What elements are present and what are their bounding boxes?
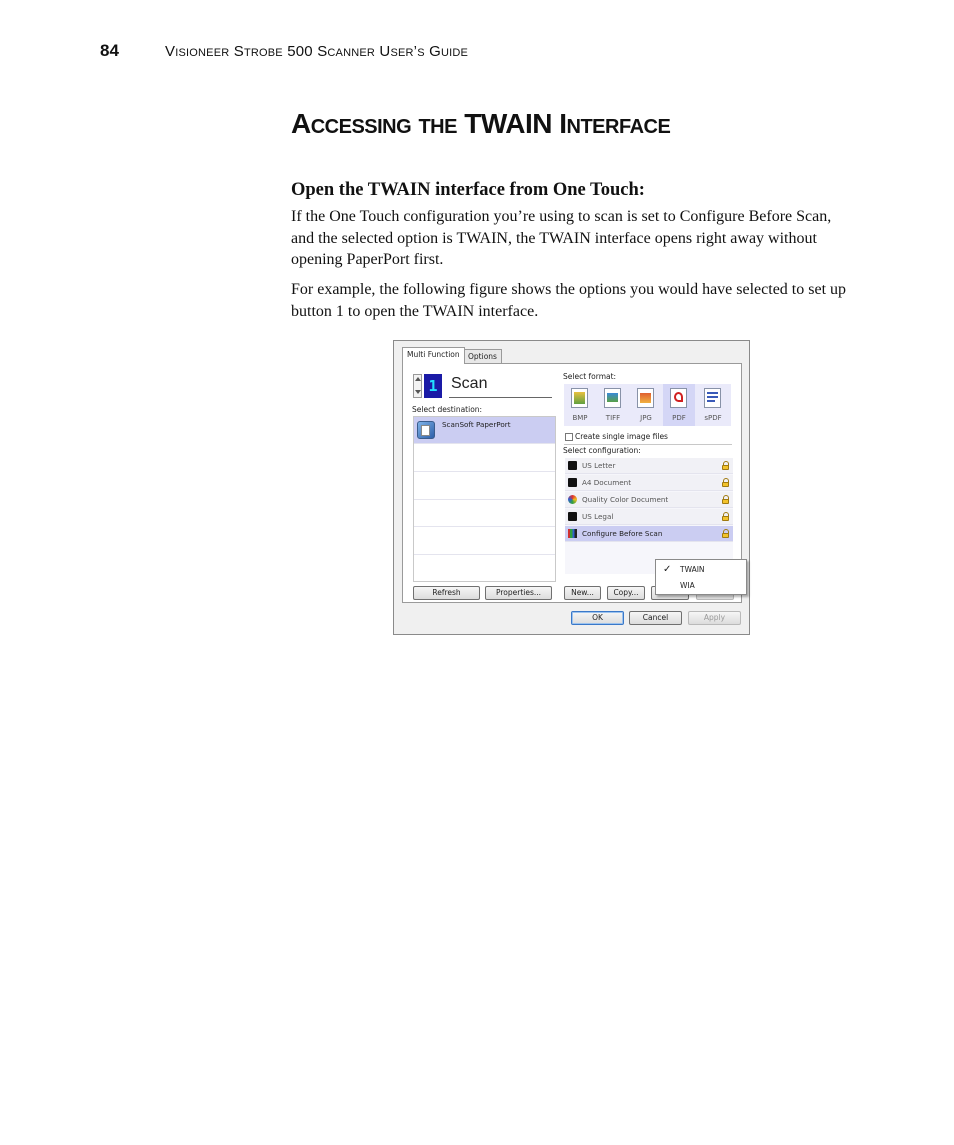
format-strip (564, 384, 731, 426)
spin-up-icon[interactable] (415, 377, 421, 381)
properties-button[interactable]: Properties... (485, 586, 552, 600)
new-button[interactable]: New... (564, 586, 601, 600)
lock-icon (722, 529, 729, 538)
single-image-label: Create single image files (575, 432, 668, 441)
configuration-context-menu (655, 559, 747, 595)
tab-multi-function[interactable]: Multi Function (402, 347, 465, 364)
button-name: Scan (451, 375, 488, 392)
lock-icon (722, 512, 729, 521)
list-item[interactable] (414, 444, 555, 472)
select-configuration-label: Select configuration: (563, 446, 641, 455)
menu-item-wia[interactable]: WIA (680, 581, 695, 590)
paragraph-2: For example, the following figure shows the options you would have selected to set up button 1 to open the TWAIN interface. (291, 281, 847, 320)
scanner-icon (568, 478, 577, 487)
divider (564, 444, 732, 445)
configuration-list[interactable] (565, 458, 733, 574)
ok-button[interactable]: OK (571, 611, 624, 625)
list-item[interactable]: A4 Document (565, 475, 733, 491)
spdf-icon (704, 388, 721, 408)
format-spdf[interactable]: sPDF (697, 384, 729, 426)
list-item[interactable] (414, 527, 555, 555)
format-tiff[interactable]: TIFF (597, 384, 629, 426)
section-title: Accessing the TWAIN Interface (291, 108, 671, 139)
scanner-icon (568, 461, 577, 470)
list-item[interactable] (414, 555, 555, 582)
subheading: Open the TWAIN interface from One Touch: (291, 180, 645, 200)
destination-list[interactable] (413, 416, 556, 582)
list-item[interactable]: US Letter (565, 458, 733, 474)
button-spinner[interactable] (413, 374, 422, 398)
list-item[interactable]: Configure Before Scan (565, 526, 733, 542)
select-format-label: Select format: (563, 372, 617, 381)
list-item[interactable] (414, 472, 555, 500)
spin-down-icon[interactable] (415, 390, 421, 394)
apply-button[interactable]: Apply (688, 611, 741, 625)
tab-options[interactable]: Options (463, 349, 502, 363)
menu-item-twain[interactable]: ✓ TWAIN (656, 562, 746, 578)
tiff-icon (604, 388, 621, 408)
running-header: Visioneer Strobe 500 Scanner User’s Guide (165, 43, 469, 60)
name-underline (449, 397, 552, 398)
single-image-checkbox[interactable] (565, 433, 573, 441)
format-bmp[interactable]: BMP (564, 384, 596, 426)
list-item[interactable]: US Legal (565, 509, 733, 525)
bmp-icon (571, 388, 588, 408)
list-item[interactable]: Quality Color Document (565, 492, 733, 508)
scanner-icon (568, 512, 577, 521)
jpg-icon (637, 388, 654, 408)
destination-label: ScanSoft PaperPort (442, 420, 511, 429)
lock-icon (722, 478, 729, 487)
format-jpg[interactable]: JPG (630, 384, 662, 426)
cancel-button[interactable]: Cancel (629, 611, 682, 625)
configure-icon (568, 529, 577, 538)
lock-icon (722, 495, 729, 504)
copy-button[interactable]: Copy... (607, 586, 645, 600)
select-destination-label: Select destination: (412, 405, 483, 414)
checkmark-icon: ✓ (663, 564, 672, 575)
tab-panel (402, 363, 742, 603)
refresh-button[interactable]: Refresh (413, 586, 480, 600)
one-touch-properties-dialog (393, 340, 750, 635)
paperport-icon (417, 421, 435, 439)
paragraph-1: If the One Touch configuration you’re using to scan is set to Configure Before Scan, and the selected option is TWAIN, the TWAIN interface opens right away without opening PaperPort first. (291, 208, 832, 268)
lock-icon (722, 461, 729, 470)
list-item[interactable] (414, 417, 555, 444)
button-number-display: 1 (424, 374, 442, 398)
pdf-icon (670, 388, 687, 408)
page-number: 84 (100, 41, 119, 60)
list-item[interactable] (414, 500, 555, 527)
format-pdf[interactable]: PDF (663, 384, 695, 426)
color-icon (568, 495, 577, 504)
